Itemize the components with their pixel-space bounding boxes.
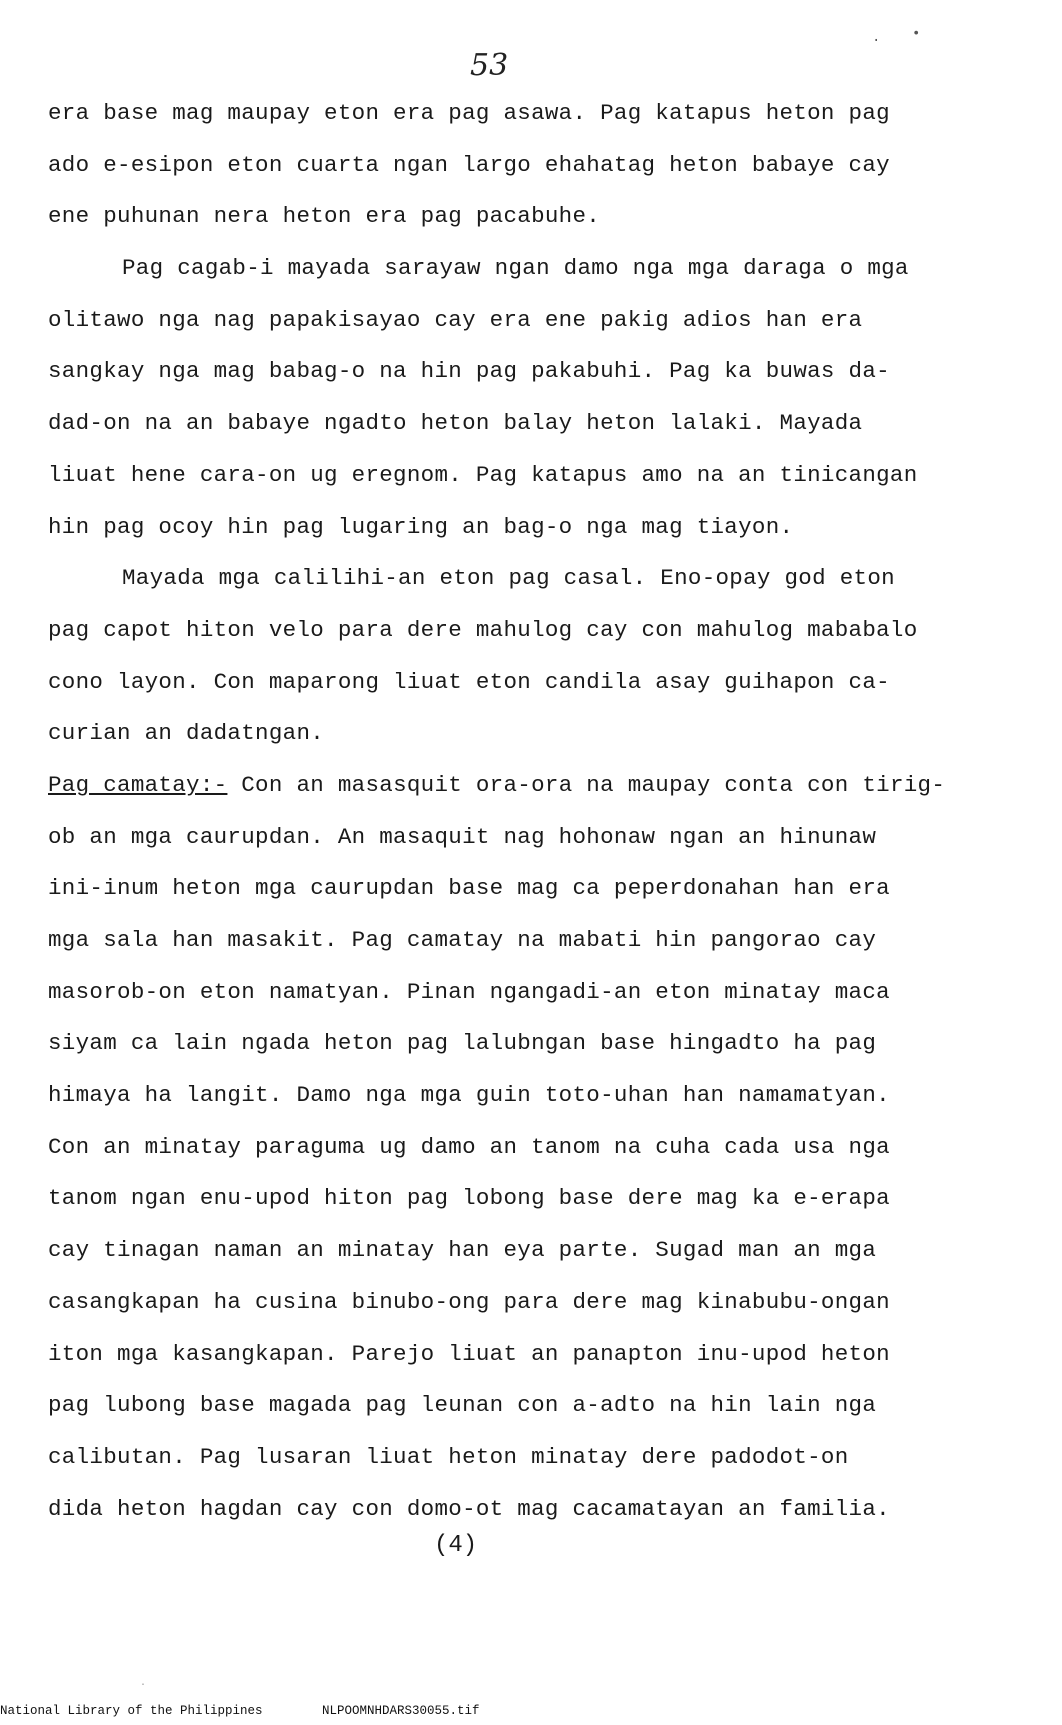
text-line: pag capot hiton velo para dere mahulog cay con mahulog mababalo bbox=[48, 616, 918, 643]
text-line: ado e-esipon eton cuarta ngan largo ehahatag heton babaye cay bbox=[48, 151, 890, 178]
text-line: dad-on na an babaye ngadto heton balay heton lalaki. Mayada bbox=[48, 410, 863, 437]
text-line: ene puhunan nera heton era pag pacabuhe. bbox=[48, 203, 601, 230]
corner-mark: • bbox=[912, 26, 921, 42]
text-line: tanom ngan enu-upod hiton pag lobong base dere mag ka e-erapa bbox=[48, 1185, 890, 1212]
text-line: hin pag ocoy hin pag lugaring an bag-o nga mag tiayon. bbox=[48, 513, 794, 540]
handwritten-page-number: 53 bbox=[470, 48, 509, 83]
footer-library-name: National Library of the Philippines bbox=[0, 1704, 263, 1718]
text-line: Pag cagab-i mayada sarayaw ngan damo nga mga daraga o mga bbox=[122, 255, 909, 282]
typed-page-number: (4) bbox=[434, 1532, 478, 1559]
footer-file-name: NLPOOMNHDARS30055.tif bbox=[322, 1704, 480, 1718]
text-line: ini-inum heton mga caurupdan base mag ca peperdonahan han era bbox=[48, 875, 890, 902]
text-line: casangkapan ha cusina binubo-ong para dere mag kinabubu-ongan bbox=[48, 1288, 890, 1315]
text-line: sangkay nga mag babag-o na hin pag pakabuhi. Pag ka buwas da- bbox=[48, 358, 890, 385]
text-line: ob an mga caurupdan. An masaquit nag hohonaw ngan an hinunaw bbox=[48, 823, 877, 850]
text-line: siyam ca lain ngada heton pag lalubngan base hingadto ha pag bbox=[48, 1030, 877, 1057]
text-line-heading bbox=[48, 760, 1018, 812]
text-line: era base mag maupay eton era pag asawa. Pag katapus heton pag bbox=[48, 100, 890, 126]
text-line: masorob-on eton namatyan. Pinan ngangadi-an eton minatay maca bbox=[48, 978, 890, 1005]
text-line: cono layon. Con maparong liuat eton candila asay guihapon ca- bbox=[48, 668, 890, 695]
corner-mark: . bbox=[872, 30, 881, 46]
text-line: himaya ha langit. Damo nga mga guin toto-uhan han namamatyan. bbox=[48, 1082, 890, 1109]
text-line: iton mga kasangkapan. Parejo liuat an panapton inu-upod heton bbox=[48, 1340, 890, 1367]
text-line: liuat hene cara-on ug eregnom. Pag katapus amo na an tinicangan bbox=[48, 461, 918, 488]
text-line: Mayada mga calilihi-an eton pag casal. Eno-opay god eton bbox=[122, 565, 895, 592]
text-line: curian an dadatngan. bbox=[48, 720, 325, 747]
text-line: cay tinagan naman an minatay han eya parte. Sugad man an mga bbox=[48, 1237, 877, 1264]
text-line: pag lubong base magada pag leunan con a-adto na hin lain nga bbox=[48, 1392, 877, 1419]
document-body bbox=[48, 88, 1018, 1535]
text-line: calibutan. Pag lusaran liuat heton minatay dere padodot-on bbox=[48, 1443, 849, 1470]
text-line: Con an minatay paraguma ug damo an tanom na cuha cada usa nga bbox=[48, 1133, 890, 1160]
scan-speck: · bbox=[140, 1680, 147, 1691]
text-line: dida heton hagdan cay con domo-ot mag cacamatayan an familia. bbox=[48, 1495, 890, 1522]
text-line: mga sala han masakit. Pag camatay na mabati hin pangorao cay bbox=[48, 927, 877, 953]
section-heading: Pag camatay:- bbox=[48, 771, 228, 798]
text-line: olitawo nga nag papakisayao cay era ene pakig adios han era bbox=[48, 306, 863, 333]
text-line-continuation: Con an masasquit ora-ora na maupay conta con tirig- bbox=[227, 771, 946, 798]
